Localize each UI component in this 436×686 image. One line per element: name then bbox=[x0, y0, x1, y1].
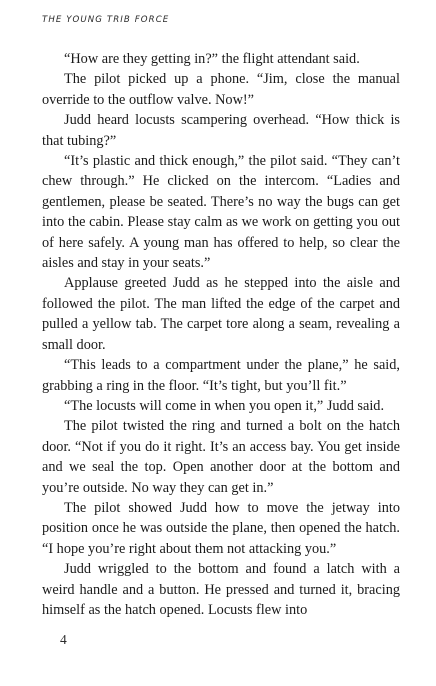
running-head: THE YOUNG TRIB FORCE bbox=[42, 15, 170, 25]
paragraph: “The locusts will come in when you open it,” Judd said. bbox=[64, 397, 385, 414]
paragraph: Judd heard locusts scampering overhead. “How thick is that tubing?” bbox=[42, 112, 400, 149]
paragraph: The pilot showed Judd how to move the jetway into position once he was outside the plane, then opened the hatch. “I hope you’re right about them not attacking you.” bbox=[42, 499, 400, 557]
paragraph: Judd wriggled to the bottom and found a latch with a weird handle and a button. He pressed and turned it, bracing himself as the hatch opened. Locusts flew into bbox=[42, 561, 400, 618]
paragraph: “It’s plastic and thick enough,” the pilot said. “They can’t chew through.” He clicked on the intercom. “Ladies and gentlemen, please be seated. There’s no way the bugs can get into the cabin. Please stay calm as we work on getting you out of here safely. A young man has offered to help, so clear the aisles and stay in your seats.” bbox=[42, 153, 400, 272]
paragraph: The pilot picked up a phone. “Jim, close the manual override to the outflow valve. Now!” bbox=[42, 71, 400, 108]
paragraph: “This leads to a compartment under the plane,” he said, grabbing a ring in the floor. “It’s tight, but you’ll fit.” bbox=[42, 357, 400, 394]
paragraph: Applause greeted Judd as he stepped into the aisle and followed the pilot. The man lifted the edge of the carpet and pulled a yellow tab. The carpet tore along a seam, revealing a small door. bbox=[42, 275, 400, 353]
paragraph: The pilot twisted the ring and turned a bolt on the hatch door. “Not if you do it right. It’s an access bay. You get inside and we seal the top. Open another door at the bottom and you’re outside. No way they can get in.” bbox=[42, 418, 400, 496]
paragraph: “How are they getting in?” the flight attendant said. bbox=[64, 51, 360, 67]
body-text bbox=[42, 49, 400, 620]
page-number: 4 bbox=[60, 632, 67, 647]
